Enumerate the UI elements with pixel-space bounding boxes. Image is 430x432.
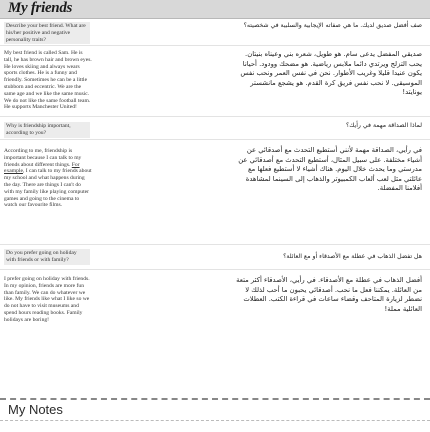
notes-label: My Notes (8, 402, 63, 417)
answer-row-2 (0, 140, 430, 245)
answer-text-en (4, 148, 92, 209)
answer-text-ar: في رأيي، الصداقة مهمة لأنني أستطيع التحدث مع أصدقائي عن أشياء مختلفة. على سبيل المثال، أستطيع التحدث مع أصدقائي عن مدرستي وما يحدث خلال اليوم. هناك أشياء لا أستطيع فعلها مع عائلتي مثل لعب ألعاب الكمبيوتر والذهاب إلى السينما لمشاهدة أفلامنا المفضلة. (238, 146, 422, 193)
question-text-ar: لماذا الصداقة مهمة في رأيك؟ (345, 122, 422, 129)
question-text-ar: هل تفضل الذهاب في عطلة مع الأصدقاء أو مع العائلة؟ (283, 253, 422, 260)
answer-row-3 (0, 270, 430, 396)
underlined-phrase: For example (4, 161, 80, 175)
header-ornament (366, 2, 426, 15)
notes-line (0, 420, 430, 421)
question-text-en: Describe your best friend. What are his/her positive and negative personality traits? (4, 22, 90, 44)
answer-text-en: I prefer going on holiday with friends. In my opinion, friends are more fun than family. We can do whatever we like. My friends like what I like so we do not have to visit museums and spend hours reading books. Family holidays are boring! (4, 276, 90, 323)
question-text-en: Do you prefer going on holiday with friends or with family? (4, 249, 90, 265)
question-row-3 (0, 245, 430, 270)
question-text-ar: صف أفضل صديق لديك. ما هي صفاته الإيجابية والسلبية في شخصيته؟ (243, 22, 422, 29)
page-title: My friends (8, 0, 73, 16)
answer-text-en-body: According to me, friendship is important because I can talk to my friends about different things. For example, I can talk to my friends about my school and what happens during the day. There are things I can't do with my family like playing computer games and going to the cinema to watch our favourite films. (4, 148, 92, 209)
answer-text-ar: صديقي المفضل يدعى سام. هو طويل، شعره بني وعيناه بنيتان. يحب التزلج ويرتدي دائما ملابس رياضية. هو مضحك وودود. أحيانا يكون عنيدا قليلا وغريب الأطوار. نحن في نفس العمر ونحب نفس الموسيقى. لا نحب نفس فريق كرة القدم. هو يشجع مانشستر يونايتد! (240, 50, 422, 97)
answer-row-1 (0, 46, 430, 117)
title-bar (0, 0, 430, 19)
answer-text-ar: أفضل الذهاب في عطلة مع الأصدقاء. في رأيي، الأصدقاء أكثر متعة من العائلة. يمكننا فعل ما نحب. أصدقائي يحبون ما أحب لذلك لا نضطر لزيارة المتاحف وقضاء ساعات في قراءة الكتب. العطلات العائلية مملة! (236, 276, 422, 313)
answer-text-en: My best friend is called Sam. He is tall, he has brown hair and brown eyes. He loves skiing and always wears sports clothes. He is a funny and friendly. Sometimes he can be a little stubborn and eccentric. We are the same age and we like the same music. We do not like the same football team. He supports Manchester United! (4, 50, 92, 111)
question-text-en: Why is friendship important, according to you? (4, 122, 90, 138)
question-row-2 (0, 117, 430, 140)
notes-section[interactable] (0, 398, 430, 432)
question-row-1 (0, 19, 430, 46)
